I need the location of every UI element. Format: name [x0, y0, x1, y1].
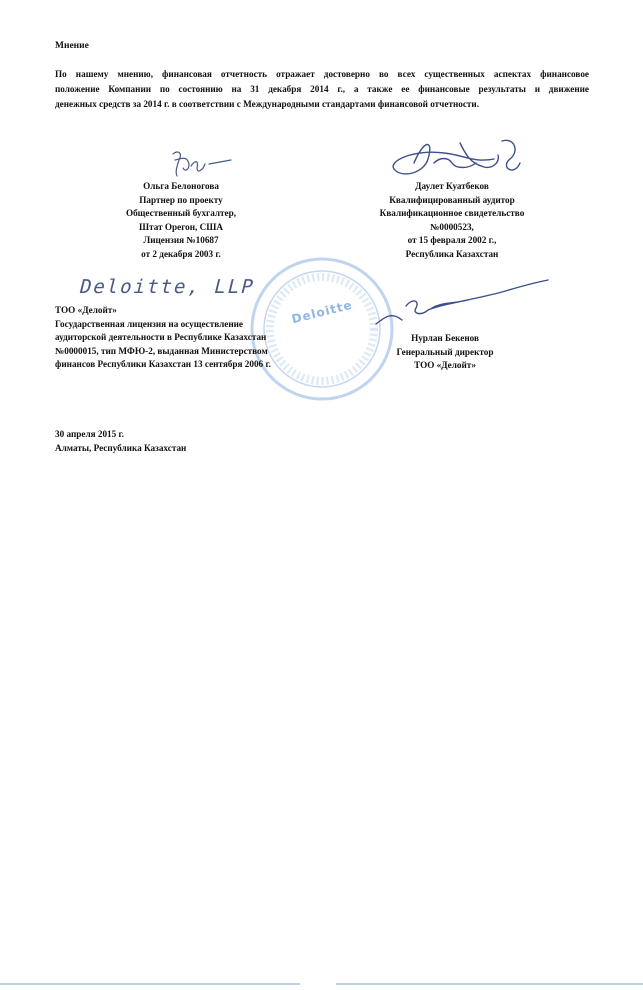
- signatory-detail: Квалификационное свидетельство: [379, 208, 525, 218]
- director-block: [380, 332, 510, 373]
- stamp-text: Deloitte: [290, 297, 354, 327]
- opinion-line: По нашему мнению, финансовая отчетность отражает достоверно во всех существенных аспектах финансовое: [55, 69, 589, 79]
- firm-line: Государственная лицензия на осуществление: [55, 318, 244, 329]
- signatory-detail: №0000523,: [430, 221, 474, 232]
- footer-rule-left: [0, 983, 300, 985]
- signatory-detail: Партнер по проекту: [139, 194, 223, 205]
- director-company: ТОО «Делойт»: [414, 360, 476, 370]
- firm-line: ТОО «Делойт»: [55, 305, 117, 315]
- section-heading: Мнение: [55, 41, 89, 51]
- signatory-detail: Общественный бухгалтер,: [125, 208, 237, 218]
- signatory-name: Ольга Белоногова: [143, 181, 219, 191]
- director-name: Нурлан Бекенов: [411, 333, 479, 343]
- footer-rule-right: [336, 983, 643, 985]
- director-title: Генеральный директор: [396, 346, 494, 357]
- signatory-left: [106, 180, 256, 261]
- firm-details: [55, 304, 271, 372]
- signatory-detail: от 15 февраля 2002 г.,: [407, 235, 497, 245]
- signature-bekenov: [372, 276, 552, 332]
- date-place: [55, 428, 186, 455]
- handwritten-firm-name: Deloitte, LLP: [77, 276, 258, 298]
- signatory-detail: Лицензия №10687: [143, 235, 219, 245]
- signatory-detail: Штат Орегон, США: [139, 221, 223, 232]
- signatory-detail: от 2 декабря 2003 г.: [141, 248, 221, 259]
- signatory-detail: Квалифицированный аудитор: [389, 194, 515, 205]
- opinion-line: денежных средств за 2014 г. в соответствии с Международными стандартами финансовой отчетности.: [55, 99, 480, 109]
- signatory-name: Даулет Куатбеков: [415, 181, 489, 191]
- signature-belonogova: [165, 146, 235, 180]
- signatory-right: [362, 180, 542, 261]
- firm-line: финансов Республики Казахстан 13 сентября 2006 г.: [55, 359, 271, 369]
- report-place: Алматы, Республика Казахстан: [55, 442, 187, 453]
- report-date: 30 апреля 2015 г.: [55, 429, 124, 439]
- firm-line: №0000015, тип МФЮ-2, выданная Министерством: [55, 345, 268, 356]
- opinion-paragraph: [55, 67, 589, 112]
- firm-line: аудиторской деятельности в Республике Казахстан: [55, 332, 267, 342]
- opinion-line: положение Компании по состоянию на 31 декабря 2014 г., а также ее финансовые результаты и движение: [55, 84, 589, 94]
- signatory-detail: Республика Казахстан: [405, 248, 499, 259]
